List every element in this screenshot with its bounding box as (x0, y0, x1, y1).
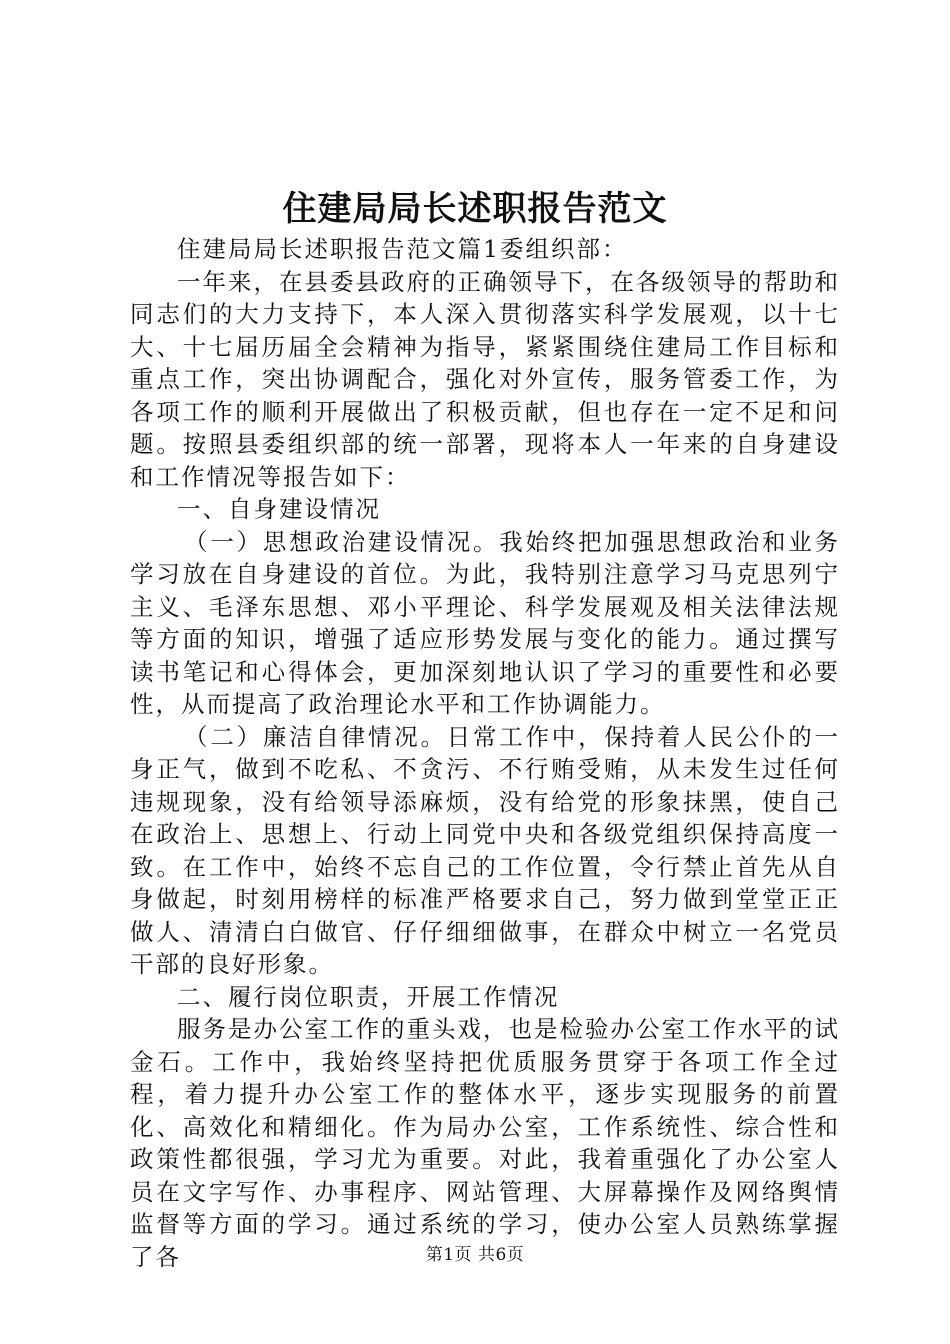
paragraph-intro: 住建局局长述职报告范文篇1委组织部： (177, 235, 628, 263)
document-body (130, 233, 840, 1273)
paragraph-integrity: （二）廉洁自律情况。日常工作中，保持着人民公仆的一身正气，做到不吃私、不贪污、不行贿受贿，从未发生过任何违规现象，没有给领导添麻烦，没有给党的形象抹黑，使自己在政治上、思想上、行动上同党中央和各级党组织保持高度一致。在工作中，始终不忘自己的工作位置，令行禁止首先从自身做起，时刻用榜样的标准严格要求自己，努力做到堂堂正正做人、清清白白做官、仔仔细细做事，在群众中树立一名党员干部的良好形象。 (130, 722, 840, 978)
section-heading-2: 二、履行岗位职责，开展工作情况 (177, 982, 560, 1011)
document-title: 住建局局长述职报告范文 (282, 189, 668, 229)
section-heading-1: 一、自身建设情况 (177, 495, 381, 523)
page-footer: 第1页 共6页 (425, 1245, 525, 1265)
paragraph-political: （一）思想政治建设情况。我始终把加强思想政治和业务学习放在自身建设的首位。为此，我特别注意学习马克思列宁主义、毛泽东思想、邓小平理论、科学发展观及相关法律法规等方面的知识，增强了适应形势发展与变化的能力。通过撰写读书笔记和心得体会，更加深刻地认识了学习的重要性和必要性，从而提高了政治理论水平和工作协调能力。 (130, 527, 840, 718)
paragraph-overview: 一年来，在县委县政府的正确领导下，在各级领导的帮助和同志们的大力支持下，本人深入贯彻落实科学发展观，以十七大、十七届历届全会精神为指导，紧紧围绕住建局工作目标和重点工作，突出协调配合，强化对外宣传，服务管委工作，为各项工作的顺利开展做出了积极贡献，但也存在一定不足和问题。按照县委组织部的统一部署，现将本人一年来的自身建设和工作情况等报告如下： (130, 267, 840, 491)
paragraph-service: 服务是办公室工作的重头戏，也是检验办公室工作水平的试金石。工作中，我始终坚持把优质服务贯穿于各项工作全过程，着力提升办公室工作的整体水平，逐步实现服务的前置化、高效化和精细化。作为局办公室，工作系统性、综合性和政策性都很强，学习尤为重要。对此，我着重强化了办公室人员在文字写作、办事程序、网站管理、大屏幕操作及网络舆情监督等方面的学习。通过系统的学习，使办公室人员熟练掌握了各 (130, 1015, 840, 1271)
